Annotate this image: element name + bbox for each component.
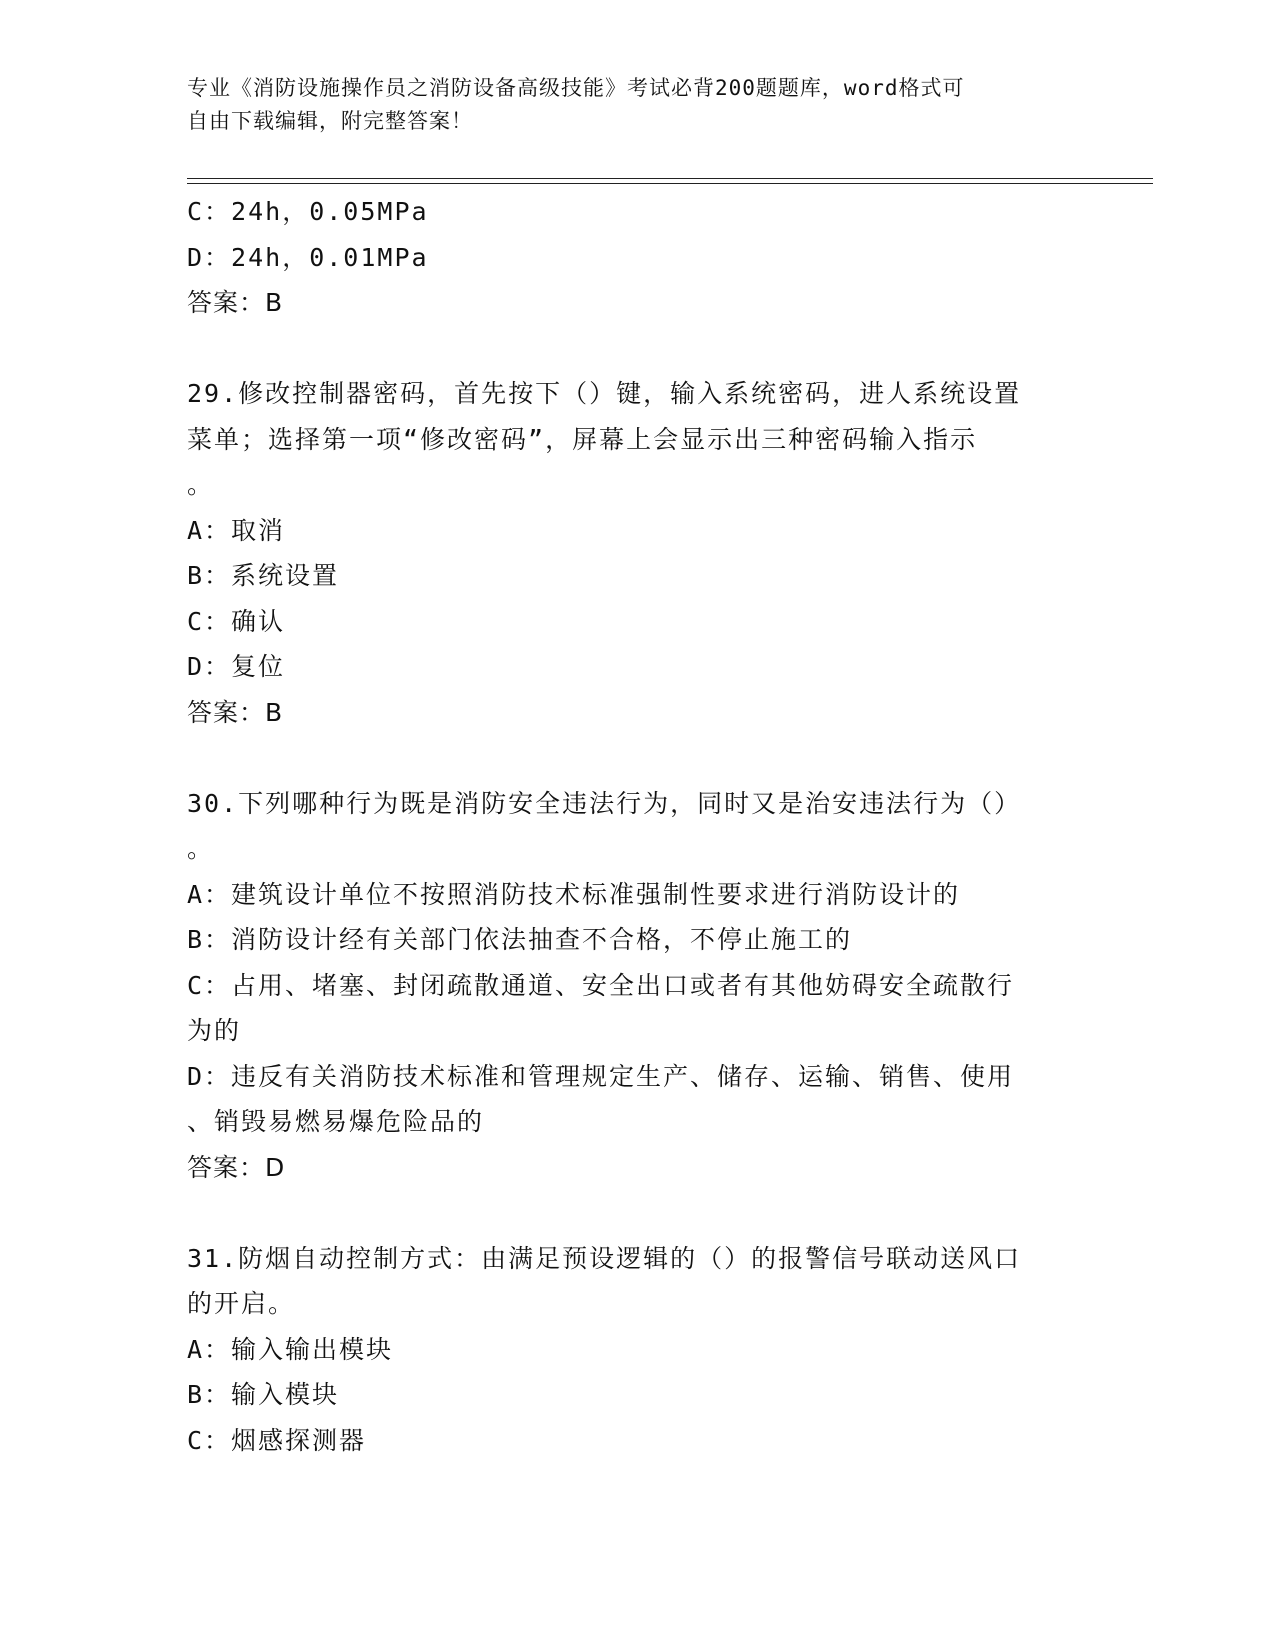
option-line: B：系统设置 [187,561,340,590]
option-line: D：复位 [187,652,286,681]
option-line: A：建筑设计单位不按照消防技术标准强制性要求进行消防设计的 [187,879,961,909]
document-header [187,72,1087,138]
option-line: D：24h，0.01MPa [187,242,429,272]
document-body [187,189,1087,1463]
question-line: 31.防烟自动控制方式：由满足预设逻辑的（）的报警信号联动送风口 [187,1243,1022,1273]
question-line: 。 [187,834,215,863]
option-line: C：占用、堵塞、封闭疏散通道、安全出口或者有其他妨碍安全疏散行 [187,970,1015,1000]
option-line: B：输入模块 [187,1380,340,1409]
question-line: 29.修改控制器密码，首先按下（）键，输入系统密码，进人系统设置 [187,379,1022,408]
answer-line: 答案：B [187,288,284,317]
option-line: B：消防设计经有关部门依法抽查不合格，不停止施工的 [187,925,853,954]
option-line: A：输入输出模块 [187,1334,394,1364]
option-line: 为的 [187,1016,242,1045]
option-line: D：违反有关消防技术标准和管理规定生产、储存、运输、销售、使用 [187,1061,1015,1091]
question-line: 菜单；选择第一项“修改密码”，屏幕上会显示出三种密码输入指示 [187,424,978,454]
question-line: 30.下列哪种行为既是消防安全违法行为，同时又是治安违法行为（） [187,788,1022,818]
header-line-2: 自由下载编辑，附完整答案！ [187,109,473,133]
option-line: C：确认 [187,606,286,636]
header-rule-bottom [187,183,1153,184]
spacer [187,326,1087,372]
header-rule-top [187,178,1153,179]
spacer [187,1190,1087,1236]
answer-line: 答案：D [187,1152,286,1182]
option-line: C：烟感探测器 [187,1425,367,1455]
question-line: 的开启。 [187,1289,296,1318]
spacer [187,735,1087,781]
question-line: 。 [187,470,215,499]
option-line: A：取消 [187,515,286,545]
option-line: 、销毁易燃易爆危险品的 [187,1107,485,1136]
header-line-1: 专业《消防设施操作员之消防设备高级技能》考试必背200题题库，word格式可 [187,76,965,100]
option-line: C：24h，0.05MPa [187,197,429,226]
answer-line: 答案：B [187,697,284,727]
